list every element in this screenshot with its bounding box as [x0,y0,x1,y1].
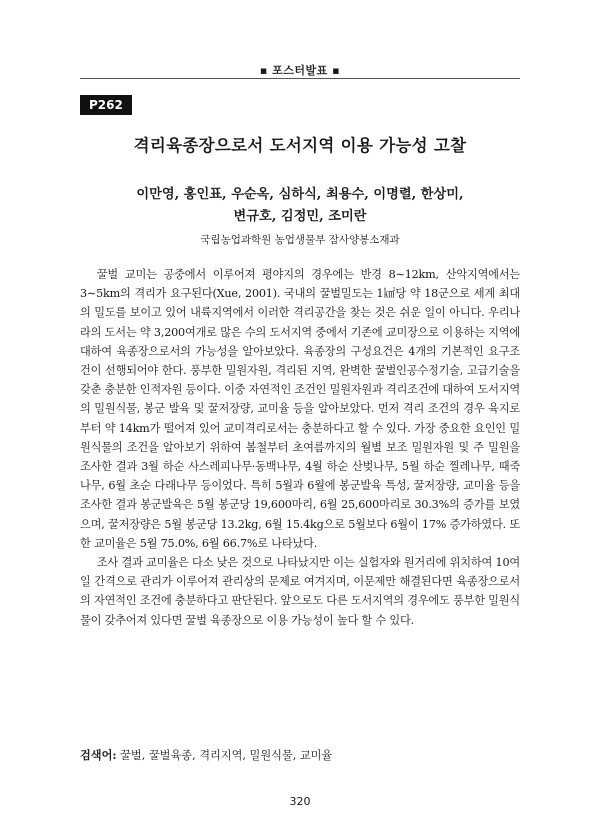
author-list [80,184,520,228]
abstract-body [80,265,520,630]
paper-title: 격리육종장으로서 도서지역 이용 가능성 고찰 [133,136,467,155]
page-number: 320 [289,795,311,808]
author-line-1: 이만영, 홍인표, 우순옥, 심하식, 최용수, 이명렬, 한상미, [136,187,464,202]
abstract-paragraph-2: 조사 결과 교미율은 다소 낮은 것으로 나타났지만 이는 실험자와 원거리에 위치하여 10여일 간격으로 관리가 이루어져 관리상의 문제로 여겨지며, 이문제만 해결된다면 육종장으로서의 자연적인 조건에 충분하다고 판단된다. 앞으로도 다른 도서지역의 경우에도 풍부한 밀원식물이 갖추어져 있다면 꿀벌 육종장으로 이용 가능성이 높다 할 수 있다. [80,556,520,627]
keywords-label: 검색어: [80,748,117,762]
abstract-paragraph-1: 꿀벌 교미는 공중에서 이루어져 평야지의 경우에는 반경 8∼12km, 산악지역에서는 3∼5km의 격리가 요구된다(Xue, 2001). 국내의 꿀벌밀도는 1㎢당 약 18군으로 세계 최대의 밀도를 보이고 있어 내륙지역에서 이러한 격리공간을 찾는 것은 쉬운 일이 아니다. 우리나라의 도서는 약 3,200여개로 많은 수의 도서지역 중에서 기존에 교미장으로 이용하는 지역에 대하여 육종장으로서의 가능성을 알아보았다. 육종장의 구성요건은 4개의 기본적인 요구조건이 선행되어야 한다. 풍부한 밀원자원, 격리된 지역, 완벽한 꿀벌인공수정기술, 고급기술을 갖춘 충분한 인적자원 등이다. 이중 자연적인 조건인 밀원자원과 격리조건에 대하여 도서지역의 밀원식물, 봉군 발육 및 꿀저장량, 교미율 등을 알아보았다. 먼저 격리 조건의 경우 육지로부터 약 14km가 떨어져 있어 교미격리로서는 충분하다고 할 수 있다. 가장 중요한 요인인 밀원식물의 조건을 알아보기 위하여 봄철부터 초여름까지의 월별 보조 밀원자원 및 주 밀원을 조사한 결과 3월 하순 사스레피나무·동백나무, 4월 하순 산벚나무, 5월 하순 찔레나무, 때죽나무, 6월 초순 다래나무 등이었다. 특히 5월과 6월에 봉군발육 특성, 꿀저장량, 교미율 등을 조사한 결과 봉군발육은 5월 봉군당 19,600마리, 6월 25,600마리로 30.3%의 증가를 보였으며, 꿀저장량은 5월 봉군당 13.2kg, 6월 15.4kg으로 5월보다 6월이 17% 증가하였다. 또한 교미율은 5월 75.0%, 6월 66.7%로 나타났다. [80,268,520,550]
keywords-text: 꿀벌, 꿀벌육종, 격리지역, 밀원식물, 교미율 [120,749,333,762]
affiliation: 국립농업과학원 농업생물부 잠사양봉소재과 [200,234,400,246]
keywords [80,746,520,765]
header-divider [80,78,520,79]
poster-id-badge: P262 [80,95,132,115]
section-header: ▪ 포스터발표 ▪ [259,64,341,77]
author-line-2: 변규호, 김정민, 조미란 [233,209,367,224]
